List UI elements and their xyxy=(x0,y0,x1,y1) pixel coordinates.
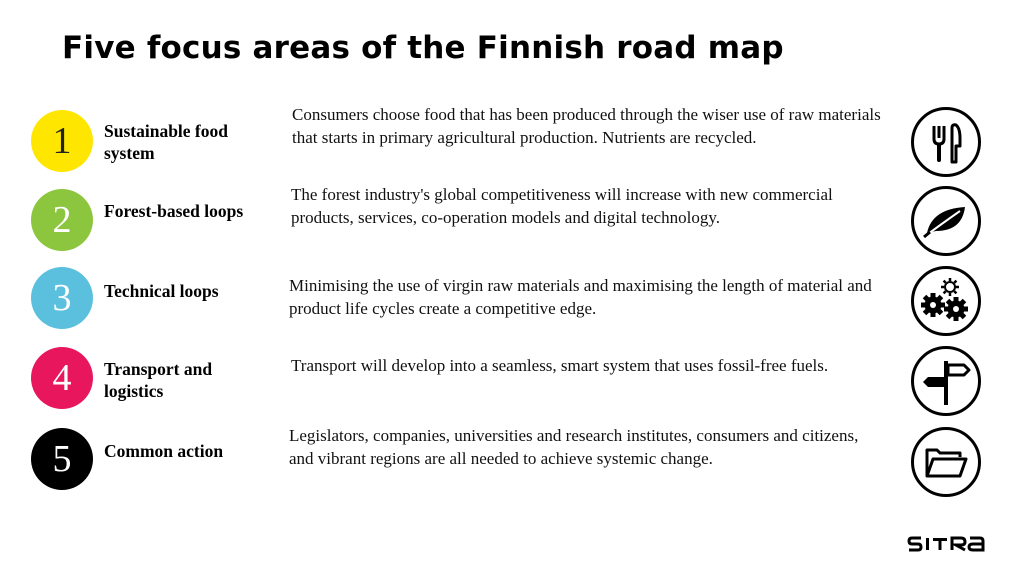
area-label-technical: Technical loops xyxy=(104,281,219,301)
page-title: Five focus areas of the Finnish road map xyxy=(62,30,784,66)
fork-knife-icon xyxy=(910,106,982,178)
leaf-icon xyxy=(910,185,982,257)
area-label-common: Common action xyxy=(104,441,224,461)
focus-area-forest xyxy=(0,180,1024,260)
area-description-forest: The forest industry's global competitiveness will increase with new commercial products, services, co-operation models and digital technology. xyxy=(291,185,833,227)
folder-icon xyxy=(910,426,982,498)
number-badge-5: 5 xyxy=(31,428,93,490)
area-label-food: Sustainable food system xyxy=(104,121,228,163)
focus-area-technical xyxy=(0,262,1024,342)
focus-area-transport xyxy=(0,342,1024,422)
sitra-logo xyxy=(907,530,1002,558)
area-description-common: Legislators, companies, universities and research institutes, consumers and citizens, and vibrant regions are all needed to achieve systemic change. xyxy=(289,426,859,468)
area-description-technical: Minimising the use of virgin raw materials and maximising the length of material and product life cycles create a competitive edge. xyxy=(289,276,872,318)
area-description-transport: Transport will develop into a seamless, smart system that uses fossil-free fuels. xyxy=(291,356,829,375)
number-badge-4: 4 xyxy=(31,347,93,409)
gears-icon xyxy=(910,265,982,337)
focus-area-common xyxy=(0,420,1024,500)
number-badge-2: 2 xyxy=(31,189,93,251)
area-description-food: Consumers choose food that has been produced through the wiser use of raw materials that starts in primary agricultural production. Nutrients are recycled. xyxy=(292,105,881,147)
signpost-icon xyxy=(910,345,982,417)
area-label-forest: Forest-based loops xyxy=(104,201,244,221)
number-badge-1: 1 xyxy=(31,110,93,172)
number-badge-3: 3 xyxy=(31,267,93,329)
focus-area-food xyxy=(0,100,1024,180)
area-label-transport: Transport and logistics xyxy=(104,359,213,401)
